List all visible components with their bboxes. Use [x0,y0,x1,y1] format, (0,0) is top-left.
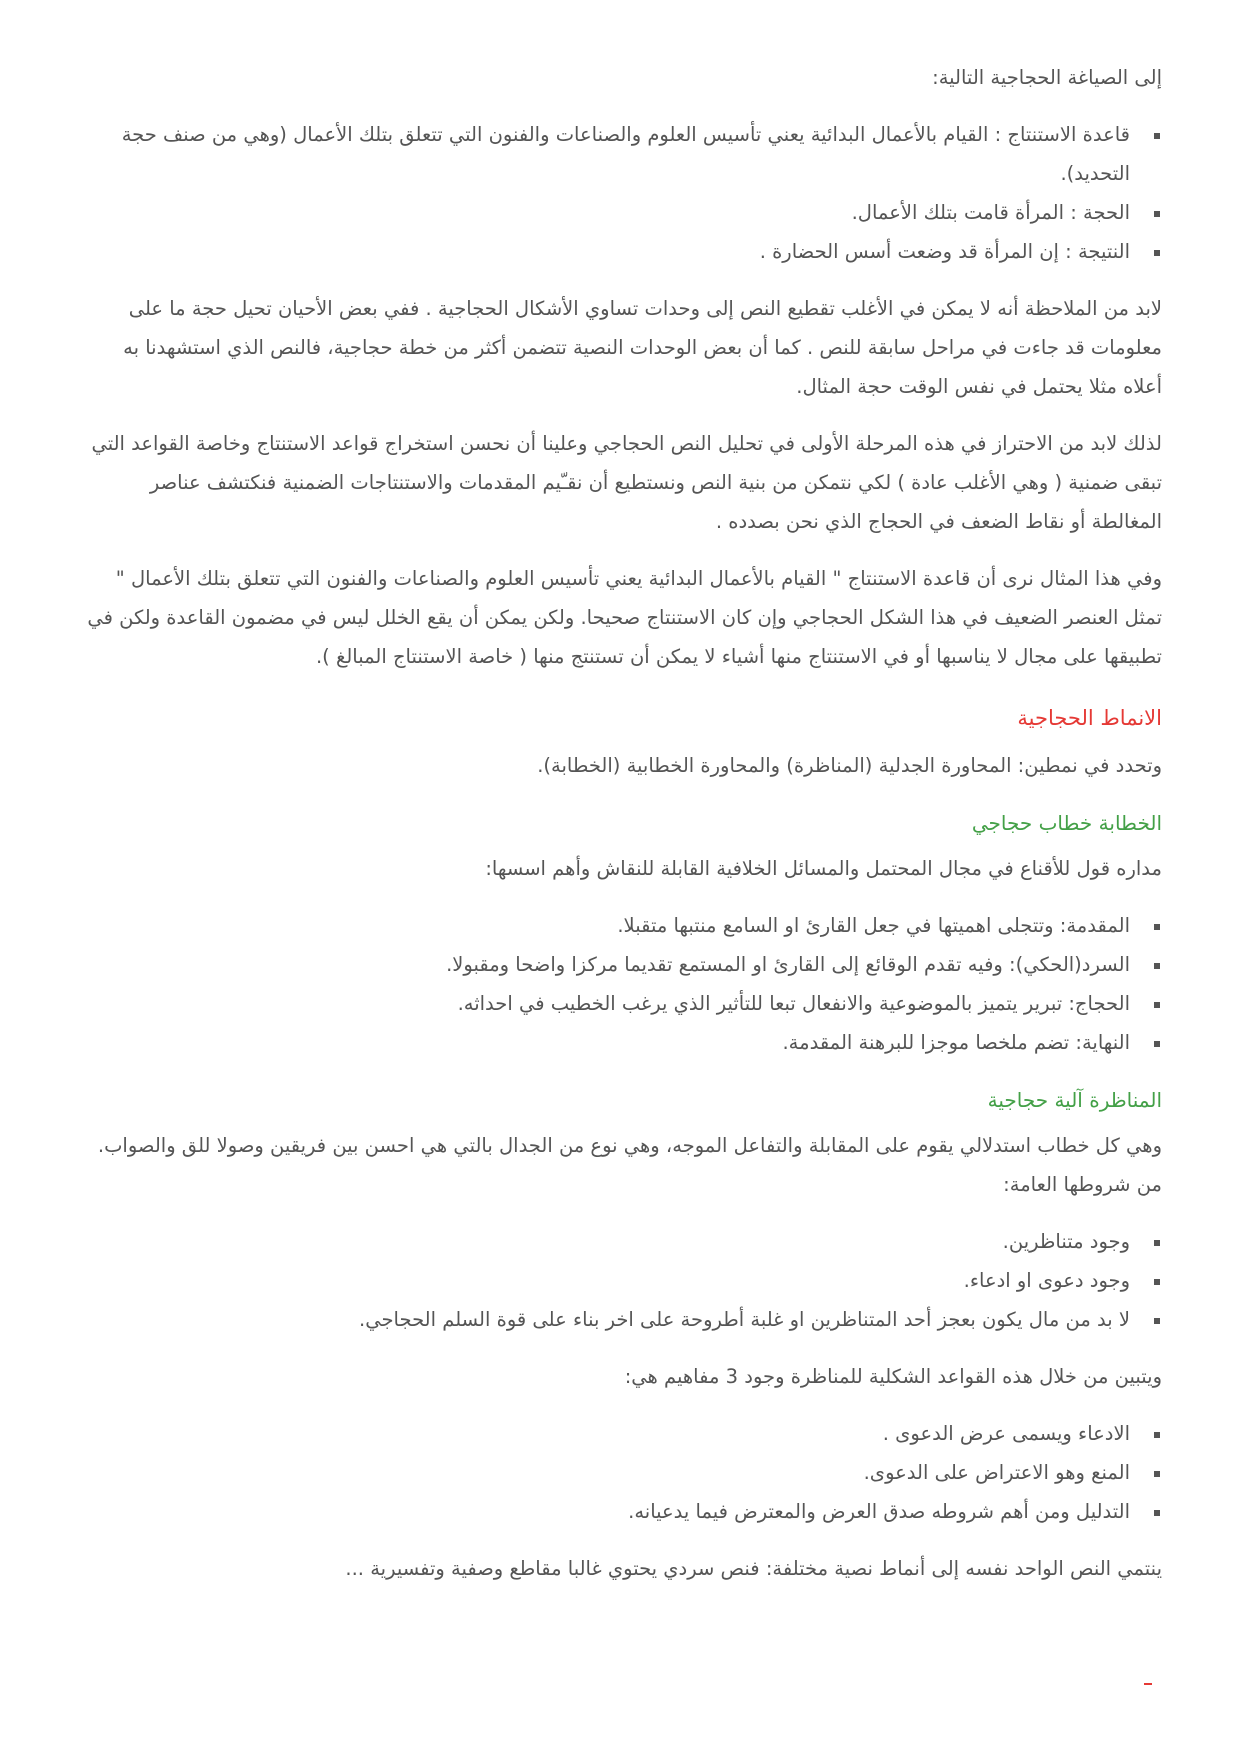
paragraph-example-analysis: وفي هذا المثال نرى أن قاعدة الاستنتاج " القيام بالأعمال البدائية يعني تأسيس العلوم والصناعات والفنون التي تتعلق بتلك الأعمال " تمثل العنصر الضعيف في هذا الشكل الحجاجي وإن كان الاستنتاج صحيحا. ولكن يمكن أن يقع الخلل ليس في مضمون القاعدة ولكن في تطبيقها على مجال لا يناسبها أو في الاستنتاج منها أشياء لا يمكن أن تستنتج منها ( خاصة الاستنتاج المبالغ ). [87,567,1162,668]
square-bullet-icon [1154,1318,1160,1324]
list-item-text: الحجة : المرأة قامت بتلك الأعمال. [851,201,1130,224]
debate-intro: وهي كل خطاب استدلالي يقوم على المقابلة والتفاعل الموجه، وهي نوع من الجدال بالتي هي احسن بين فريقين وصولا للق والصواب. من شروطها العامة: [97,1134,1162,1196]
list-item [82,984,1162,1023]
square-bullet-icon [1154,1432,1160,1438]
subheading-debate: المناظرة آلية حجاجية [987,1088,1162,1112]
list-item [82,1453,1162,1492]
rhetoric-intro: مداره قول للأقناع في مجال المحتمل والمسائل الخلافية القابلة للنقاش وأهم اسسها: [485,857,1162,880]
section-heading-patterns: الانماط الحجاجية [1017,706,1162,730]
square-bullet-icon [1154,1279,1160,1285]
list-item [82,906,1162,945]
subheading-rhetoric: الخطابة خطاب حجاجي [971,811,1162,835]
list-item [82,1492,1162,1531]
debate-concepts-list [82,1414,1162,1531]
page-mark [1144,1683,1152,1685]
list-item-text: التدليل ومن أهم شروطه صدق العرض والمعترض فيما يدعيانه. [628,1500,1130,1523]
closing-paragraph: ينتمي النص الواحد نفسه إلى أنماط نصية مختلفة: فنص سردي يحتوي غالبا مقاطع وصفية وتفسيرية ... [345,1557,1162,1580]
list-item [82,232,1162,271]
rhetoric-list [82,906,1162,1062]
list-item [82,1414,1162,1453]
list-item-text: السرد(الحكي): وفيه تقدم الوقائع إلى القارئ او المستمع تقديما مركزا واضحا ومقبولا. [446,953,1130,976]
square-bullet-icon [1154,133,1160,139]
square-bullet-icon [1154,250,1160,256]
list-item [82,1300,1162,1339]
square-bullet-icon [1154,924,1160,930]
list-item-text: وجود دعوى او ادعاء. [963,1269,1130,1292]
debate-concepts-intro: ويتبين من خلال هذه القواعد الشكلية للمناظرة وجود 3 مفاهيم هي: [624,1365,1162,1388]
list-item-text: الحجاج: تبرير يتميز بالموضوعية والانفعال تبعا للتأثير الذي يرغب الخطيب في احداثه. [457,992,1130,1015]
paragraph-caution: لذلك لابد من الاحتراز في هذه المرحلة الأولى في تحليل النص الحجاجي وعلينا أن نحسن استخراج قواعد الاستنتاج وخاصة القواعد التي تبقى ضمنية ( وهي الأغلب عادة ) لكي نتمكن من بنية النص ونستطيع أن نقـّيم المقدمات والاستنتاجات الضمنية فنكتشف عناصر المغالطة أو نقاط الضعف في الحجاج الذي نحن بصدده . [91,432,1162,533]
list-item [82,193,1162,232]
list-item-text: المقدمة: وتتجلى اهميتها في جعل القارئ او السامع منتبها متقبلا. [617,914,1130,937]
list-item [82,945,1162,984]
argument-list [82,115,1162,271]
paragraph-segmentation-note: لابد من الملاحظة أنه لا يمكن في الأغلب تقطيع النص إلى وحدات تساوي الأشكال الحجاجية . ففي بعض الأحيان تحيل حجة ما على معلومات قد جاءت في مراحل سابقة للنص . كما أن بعض الوحدات النصية تتضمن أكثر من خطة حجاجية، فالنص الذي استشهدنا به أعلاه مثلا يحتمل في نفس الوقت حجة المثال. [123,297,1162,398]
intro-line: إلى الصياغة الحجاجية التالية: [932,66,1162,89]
debate-conditions-list [82,1222,1162,1339]
square-bullet-icon [1154,1510,1160,1516]
list-item [82,1023,1162,1062]
list-item-text: النتيجة : إن المرأة قد وضعت أسس الحضارة . [759,240,1130,263]
square-bullet-icon [1154,1471,1160,1477]
list-item [82,115,1162,193]
patterns-intro: وتحدد في نمطين: المحاورة الجدلية (المناظرة) والمحاورة الخطابية (الخطابة). [537,754,1162,777]
list-item [82,1261,1162,1300]
square-bullet-icon [1154,963,1160,969]
list-item [82,1222,1162,1261]
list-item-text: الادعاء ويسمى عرض الدعوى . [882,1422,1130,1445]
list-item-text: المنع وهو الاعتراض على الدعوى. [863,1461,1130,1484]
square-bullet-icon [1154,1002,1160,1008]
list-item-text: لا بد من مال يكون بعجز أحد المتناظرين او غلبة أطروحة على اخر بناء على قوة السلم الحجاجي. [359,1308,1130,1331]
square-bullet-icon [1154,1240,1160,1246]
square-bullet-icon [1154,1041,1160,1047]
document-page [82,58,1162,1606]
list-item-text: النهاية: تضم ملخصا موجزا للبرهنة المقدمة. [782,1031,1130,1054]
list-item-text: وجود متناظرين. [1002,1230,1130,1253]
list-item-text: قاعدة الاستنتاج : القيام بالأعمال البدائية يعني تأسيس العلوم والصناعات والفنون التي تتعلق بتلك الأعمال (وهي من صنف حجة التحديد). [121,123,1130,185]
square-bullet-icon [1154,211,1160,217]
